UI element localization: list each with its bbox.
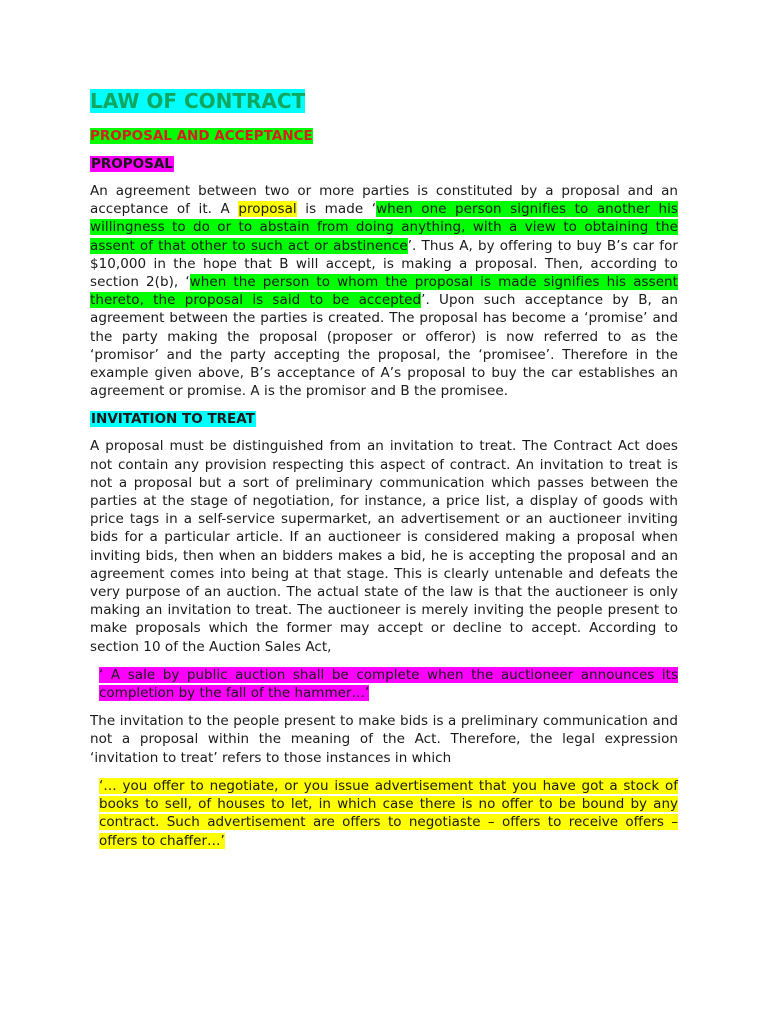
negotiation-quote [99, 777, 678, 850]
document-subtitle [90, 127, 678, 146]
paragraph-text: An agreement between two or more parties is constituted by a proposal and an acceptance of it. A [90, 183, 678, 218]
invitation-paragraph [90, 437, 678, 655]
document-title-text: LAW OF CONTRACT [90, 89, 306, 113]
section-heading-invitation-to-treat-text: INVITATION TO TREAT [91, 411, 255, 428]
document-subtitle-text: PROPOSAL AND ACCEPTANCE [90, 128, 313, 144]
highlighted-term-proposal: proposal [238, 201, 297, 218]
quote-text: ‘… you offer to negotiate, or you issue advertisement that you have got a stock of books to sell, of houses to let, in which case there is no offer to be bound by any contract. Such advertisement are offers to negotiaste – offers to receive offers – offers to chaffer…’ [99, 777, 678, 849]
proposal-paragraph [90, 182, 678, 400]
section-heading-proposal-text: PROPOSAL [91, 156, 173, 172]
invitation-explanation-paragraph [90, 712, 678, 767]
highlighted-definition-acceptance: when the person to whom the proposal is made signifies his assent thereto, the proposal is said to be accepted [90, 274, 678, 309]
section-heading-proposal [90, 155, 678, 174]
highlighted-definition-proposal: when one person signifies to another his willingness to do or to abstain from doing anything, with a view to obtaining the assent of that other to such act or abstinence [90, 201, 679, 254]
section-heading-invitation-to-treat [90, 410, 678, 429]
paragraph-text: is made ‘ [296, 201, 377, 218]
document-title [90, 88, 678, 115]
auction-sales-act-quote [99, 666, 678, 702]
paragraph-text: ’. Thus A, by offering to buy B’s car for $10,000 in the hope that B will accept, is making a proposal. Then, according to section 2(b), ‘ [90, 237, 678, 291]
paragraph-text: The invitation to the people present to make bids is a preliminary communication and not a proposal within the meaning of the Act. Therefore, the legal expression ‘invitation to treat’ refers to those instances in which [90, 713, 678, 766]
quote-text: ‘ A sale by public auction shall be complete when the auctioneer announces its completion by the fall of the hammer…’ [99, 666, 678, 702]
document-page [90, 88, 678, 860]
paragraph-text: A proposal must be distinguished from an invitation to treat. The Contract Act does not contain any provision respecting this aspect of contract. An invitation to treat is not a proposal but a sort of preliminary communication which passes between the parties at the stage of negotiation, for instance, a price list, a display of goods with price tags in a self-service supermarket, an advertisement or an auctioneer inviting bids for a particular article. If an auctioneer is considered making a proposal when inviting bids, then when an bidders makes a bid, he is accepting the proposal and an agreement comes into being at that stage. This is clearly untenable and defeats the very purpose of an auction. The actual state of the law is that the auctioneer is only making an invitation to treat. The auctioneer is merely inviting the people present to make proposals which the former may accept or decline to accept. According to section 10 of the Auction Sales Act, [90, 438, 678, 655]
paragraph-text: ’. Upon such acceptance by B, an agreement between the parties is created. The proposal has become a ‘promise’ and the party making the proposal (proposer or offeror) is now referred to as the ‘promisor’ and the party accepting the proposal, the ‘promisee’. Therefore in the example given above, B’s acceptance of A’s proposal to buy the car establishes an agreement or promise. A is the promisor and B the promisee. [90, 292, 679, 400]
